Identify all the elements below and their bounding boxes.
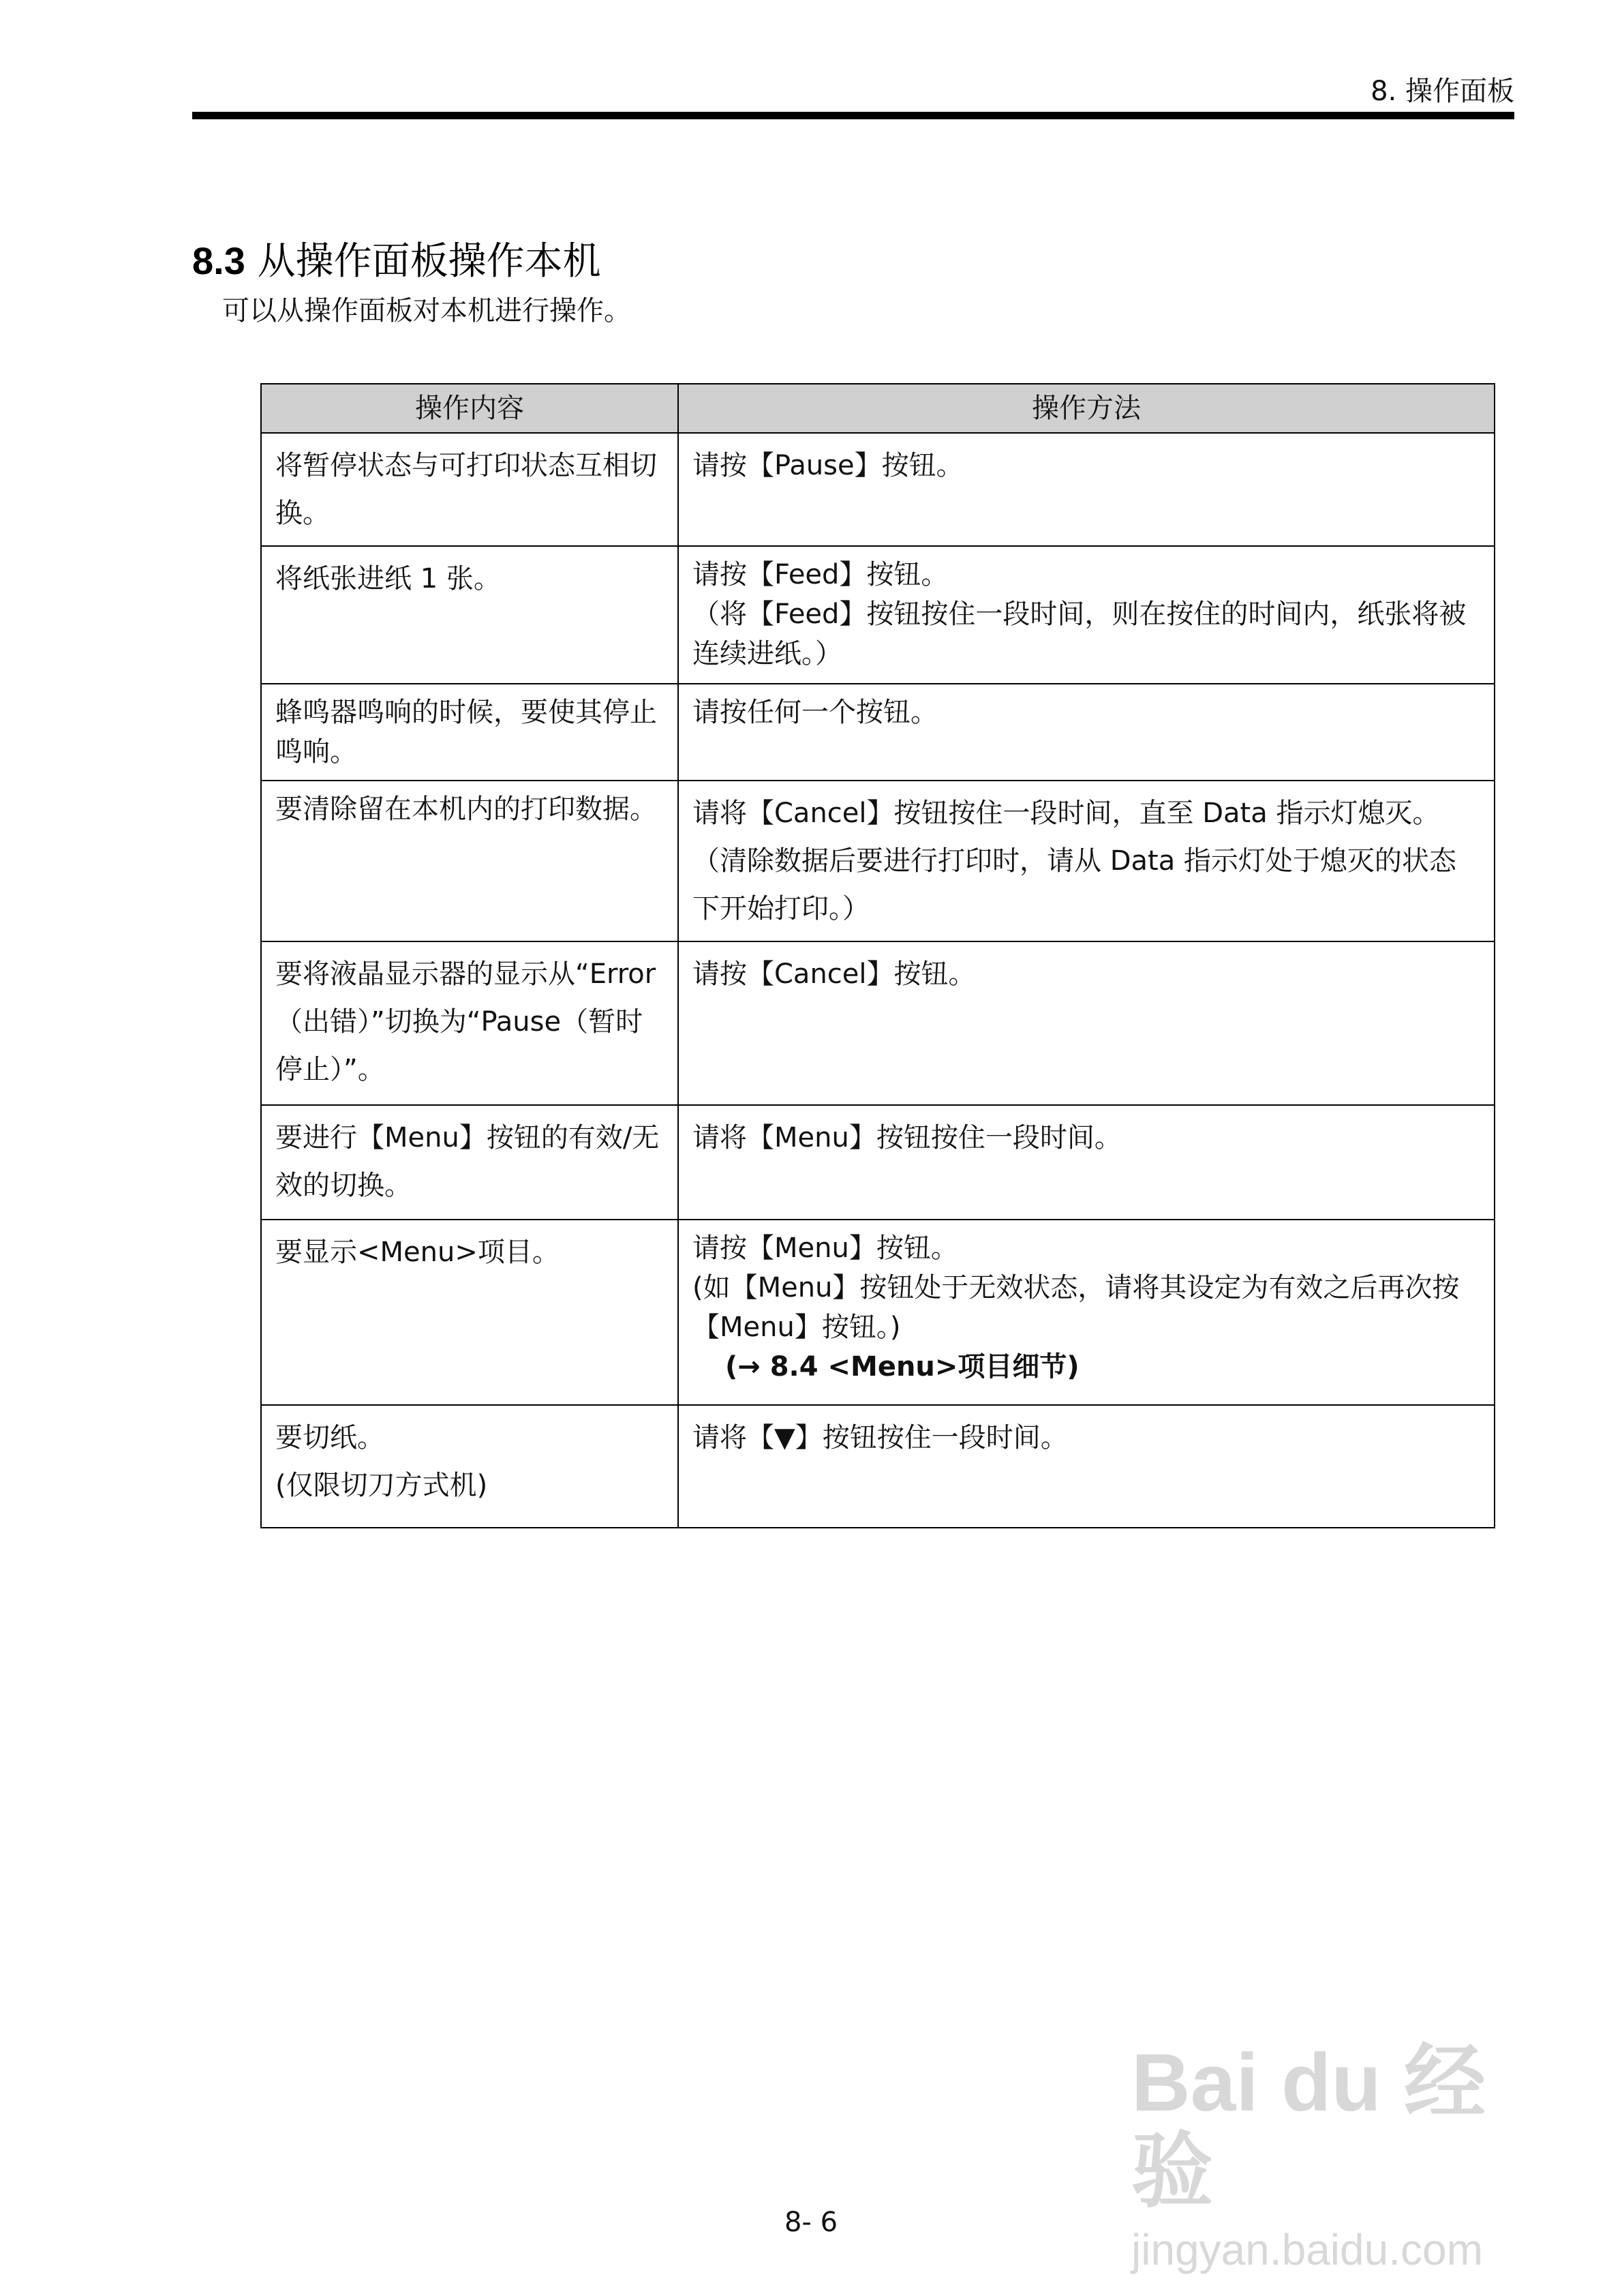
baidu-watermark <box>1131 2037 1567 2274</box>
table-row <box>261 1220 1495 1405</box>
cell-text: 将暂停状态与可打印状态互相切换。 <box>275 450 657 529</box>
header-operation-content: 操作内容 <box>261 384 678 433</box>
cell-text: 要将液晶显示器的显示从“Error（出错）”切换为“Pause（暂时停止）”。 <box>275 958 656 1085</box>
cell-text: 要切纸。 <box>275 1422 384 1453</box>
operation-content-cell <box>261 433 678 546</box>
watermark-logo: Bai du 经验 <box>1131 2037 1486 2217</box>
cell-text: 请按【Pause】按钮。 <box>692 450 964 481</box>
cell-text: 请将【▼】按钮按住一段时间。 <box>692 1422 1068 1453</box>
section-number: 8.3 <box>192 239 245 282</box>
cell-text: 请将【Cancel】按钮按住一段时间，直至 Data 指示灯熄灭。 <box>692 798 1440 829</box>
operation-content-cell <box>261 1220 678 1405</box>
cell-text: 要显示<Menu>项目。 <box>275 1237 560 1268</box>
table-row <box>261 433 1495 546</box>
operation-method-cell <box>678 781 1495 941</box>
table-row <box>261 941 1495 1105</box>
operation-content-cell <box>261 546 678 684</box>
header-rule <box>192 112 1514 119</box>
cell-text: 请按【Feed】按钮。 <box>692 559 949 590</box>
table-row <box>261 684 1495 781</box>
operation-content-cell <box>261 781 678 941</box>
operation-method-cell <box>678 1220 1495 1405</box>
cell-text: (仅限切刀方式机) <box>275 1470 488 1501</box>
table-row <box>261 1105 1495 1220</box>
cell-text: 请按任何一个按钮。 <box>692 697 938 728</box>
table-row <box>261 781 1495 941</box>
cell-text: (如【Menu】按钮处于无效状态，请将其设定为有效之后再次按【Menu】按钮。) <box>692 1272 1460 1343</box>
header-operation-method: 操作方法 <box>678 384 1495 433</box>
operation-content-cell <box>261 1105 678 1220</box>
page-number: 8- 6 <box>784 2207 838 2238</box>
table-header-row <box>261 384 1495 433</box>
section-intro: 可以从操作面板对本机进行操作。 <box>222 295 631 327</box>
cross-reference: (→ 8.4 <Menu>项目细节) <box>725 1351 1080 1383</box>
cell-text: 请将【Menu】按钮按住一段时间。 <box>692 1122 1122 1153</box>
cell-text: 将纸张进纸 1 张。 <box>275 563 501 594</box>
section-title-text: 从操作面板操作本机 <box>257 239 601 284</box>
operation-method-cell <box>678 1105 1495 1220</box>
operation-content-cell <box>261 684 678 781</box>
cell-text: 请按【Cancel】按钮。 <box>692 958 976 990</box>
cell-text: （清除数据后要进行打印时，请从 Data 指示灯处于熄灭的状态下开始打印。） <box>692 845 1456 924</box>
cell-text: 请按【Menu】按钮。 <box>692 1233 958 1264</box>
operation-method-cell <box>678 546 1495 684</box>
operation-content-cell <box>261 1405 678 1528</box>
cell-text: 蜂鸣器鸣响的时候，要使其停止鸣响。 <box>275 697 657 768</box>
watermark-url: jingyan.baidu.com <box>1131 2225 1483 2274</box>
cell-text: 要进行【Menu】按钮的有效/无效的切换。 <box>275 1122 660 1201</box>
table-row <box>261 546 1495 684</box>
cell-text: （将【Feed】按钮按住一段时间，则在按住的时间内，纸张将被连续进纸。） <box>692 599 1467 669</box>
table-row <box>261 1405 1495 1528</box>
operation-content-cell <box>261 941 678 1105</box>
operation-method-cell <box>678 433 1495 546</box>
section-title <box>192 237 601 286</box>
operation-method-cell <box>678 1405 1495 1528</box>
cell-text: 要清除留在本机内的打印数据。 <box>275 794 657 825</box>
chapter-header: 8. 操作面板 <box>1371 76 1514 107</box>
operations-table <box>260 383 1495 1528</box>
operation-method-cell <box>678 941 1495 1105</box>
operation-method-cell <box>678 684 1495 781</box>
